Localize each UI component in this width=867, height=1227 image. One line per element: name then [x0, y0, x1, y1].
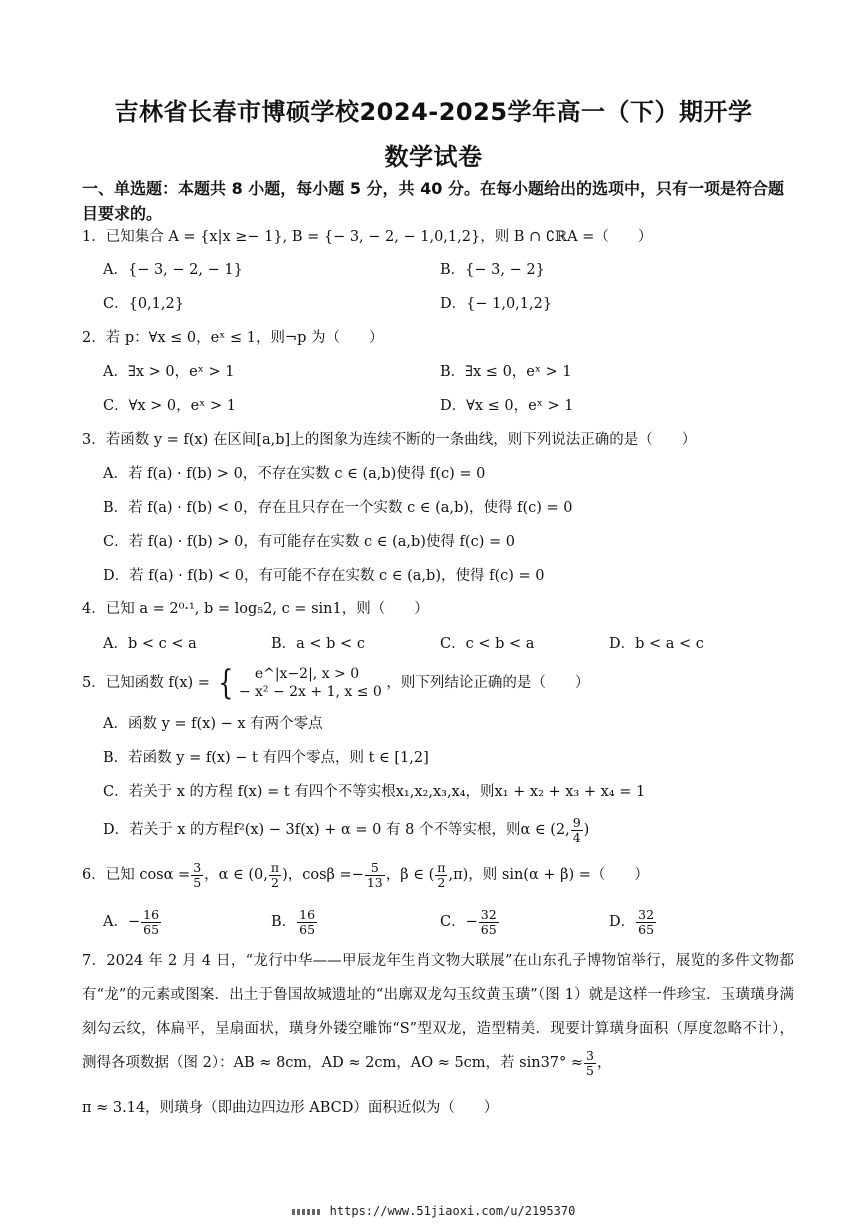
footer-url[interactable]: https://www.51jiaoxi.com/u/2195370 [329, 1204, 576, 1218]
q6-option-c [440, 905, 500, 939]
fraction-denominator: 4 [572, 829, 581, 845]
fraction-numerator: 3 [193, 859, 202, 875]
q2-stem: 2．若 p：∀x ≤ 0，eˣ ≤ 1，则¬p 为（ ） [82, 330, 384, 346]
q4-option-c: C．c < b < a [440, 636, 535, 652]
piecewise-cases [239, 665, 382, 701]
q6-fraction-4 [435, 861, 447, 890]
q7-text-body: 7．2024 年 2 月 4 日，“龙行中华——甲辰龙年生肖文物大联展”在山东孔子博物馆举行，展览的多件文物都有“龙”的元素或图案．出土于鲁国故城遗址的“出廓双龙勾玉纹黄玉璜”（图 1）就是这样一件珍宝．玉璜璜身满刻勾云纹，体扁平，呈扇面状，璜身外镂空雕饰“S”型双龙，造型精美．现要计算璜身面积（厚度忽略不计），测得各项数据（图 2）：AB ≈ 8cm，AD ≈ 2cm，AO ≈ 5cm，若 sin37° ≈ [82, 953, 794, 1071]
q5-option-c: C．若关于 x 的方程 f(x) = t 有四个不等实根x₁,x₂,x₃,x₄，则x₁ + x₂ + x₃ + x₄ = 1 [103, 784, 646, 800]
q6-option-b-fraction [297, 908, 317, 937]
q6-part-4: ，β ∈ ( [385, 867, 435, 883]
q5-stem-suffix: ，则下列结论正确的是（ ） [386, 675, 590, 691]
site-logo-icon [292, 1209, 322, 1215]
q5-option-a: A．函数 y = f(x) − x 有两个零点 [103, 716, 323, 732]
q7-text [82, 944, 794, 1080]
q7-text-last-line: π ≈ 3.14，则璜身（即曲边四边形 ABCD）面积近似为（ ） [82, 1100, 499, 1116]
fraction-numerator: π [270, 859, 280, 875]
q5-option-d-text: D．若关于 x 的方程f²(x) − 3f(x) + α = 0 有 8 个不等实根，则α ∈ (2, [103, 822, 570, 838]
q1-option-b: B．{− 3, − 2} [440, 262, 545, 278]
q4-stem: 4．已知 a = 2⁰·¹, b = log₅2, c = sin1，则（ ） [82, 601, 429, 617]
q5-option-d [103, 815, 589, 845]
q2-option-d: D．∀x ≤ 0，eˣ > 1 [440, 398, 574, 414]
q2-option-a: A．∃x > 0，eˣ > 1 [103, 364, 235, 380]
fraction-denominator: 5 [193, 874, 202, 890]
fraction-numerator: 16 [143, 906, 160, 922]
q4-option-d: D．b < a < c [609, 636, 704, 652]
piecewise-case-2: − x² − 2x + 1, x ≤ 0 [238, 684, 382, 700]
q1-stem: 1．已知集合 A = {x|x ≥− 1}, B = {− 3, − 2, − 1,0,1,2}，则 B ∩ ∁ℝA =（ ） [82, 229, 653, 245]
q6-fraction-2 [269, 861, 281, 890]
q5-option-d-close: ) [583, 822, 590, 838]
q5-stem-prefix: 5．已知函数 f(x) = [82, 675, 210, 691]
q6-part-1: 6．已知 cosα = [82, 867, 191, 883]
q3-stem: 3．若函数 y = f(x) 在区间[a,b]上的图象为连续不断的一条曲线，则下列说法正确的是（ ） [82, 432, 697, 448]
footer-watermark [0, 1204, 867, 1218]
fraction-numerator: 3 [586, 1047, 594, 1063]
fraction-numerator: 5 [365, 861, 385, 876]
fraction-denominator: 65 [143, 921, 160, 937]
q1-option-d: D．{− 1,0,1,2} [440, 296, 553, 312]
q5-stem [82, 663, 802, 703]
q7-fraction [584, 1049, 596, 1078]
q6-option-c-label: C．− [440, 914, 478, 930]
section-heading: 一、单选题：本题共 8 小题，每小题 5 分，共 40 分。在每小题给出的选项中，只有一项是符合题目要求的。 [82, 179, 784, 223]
q6-option-d-label: D． [609, 914, 636, 930]
q6-fraction-1 [191, 861, 203, 890]
q6-part-3: )，cosβ =− [282, 867, 364, 883]
q3-option-c: C．若 f(a) · f(b) > 0，有可能存在实数 c ∈ (a,b)使得 f(c) = 0 [103, 534, 515, 550]
q5-option-d-fraction [571, 816, 583, 845]
q3-option-b: B．若 f(a) · f(b) < 0，存在且只存在一个实数 c ∈ (a,b)，使得 f(c) = 0 [103, 500, 573, 516]
fraction-denominator: 2 [271, 874, 279, 890]
q6-option-b-label: B． [271, 914, 297, 930]
q3-option-d: D．若 f(a) · f(b) < 0，有可能不存在实数 c ∈ (a,b)，使得 f(c) = 0 [103, 568, 545, 584]
q6-part-2: ，α ∈ (0, [204, 867, 268, 883]
q1-option-a: A．{− 3, − 2, − 1} [103, 262, 243, 278]
q2-option-c: C．∀x > 0，eˣ > 1 [103, 398, 236, 414]
fraction-denominator: 65 [299, 921, 316, 937]
fraction-numerator: 32 [638, 906, 655, 922]
q4-option-b: B．a < b < c [271, 636, 365, 652]
q6-option-a-fraction [141, 908, 161, 937]
fraction-denominator: 13 [366, 874, 383, 890]
fraction-denominator: 65 [480, 921, 497, 937]
fraction-numerator: 9 [572, 814, 581, 830]
q6-stem [82, 858, 802, 892]
q6-option-a [103, 905, 162, 939]
q6-option-b [271, 905, 318, 939]
exam-title-line1: 吉林省长春市博硕学校2024-2025学年高一（下）期开学 [114, 98, 753, 126]
q1-option-c: C．{0,1,2} [103, 296, 184, 312]
fraction-denominator: 65 [638, 921, 655, 937]
fraction-denominator: 2 [437, 874, 446, 890]
q6-option-d [609, 905, 657, 939]
q7-text-comma: ， [597, 1055, 612, 1071]
exam-title-line2: 数学试卷 [384, 143, 483, 171]
fraction-numerator: 16 [299, 906, 316, 922]
q2-option-b: B．∃x ≤ 0，eˣ > 1 [440, 364, 572, 380]
fraction-numerator: π [437, 859, 446, 875]
q5-option-b: B．若函数 y = f(x) − t 有四个零点，则 t ∈ [1,2] [103, 750, 429, 766]
q6-option-a-label: A．− [103, 914, 141, 930]
q6-option-c-fraction [479, 908, 499, 937]
piecewise-brace: { [217, 663, 233, 703]
fraction-denominator: 5 [586, 1062, 594, 1078]
q4-option-a: A．b < c < a [103, 636, 197, 652]
q6-option-d-fraction [636, 908, 656, 937]
fraction-numerator: 32 [480, 906, 497, 922]
q3-option-a: A．若 f(a) · f(b) > 0，不存在实数 c ∈ (a,b)使得 f(c) = 0 [103, 466, 486, 482]
piecewise-case-1: e^|x−2|, x > 0 [254, 666, 360, 682]
q6-part-5: ,π)，则 sin(α + β) =（ ） [448, 867, 649, 883]
q6-fraction-3 [365, 861, 385, 890]
